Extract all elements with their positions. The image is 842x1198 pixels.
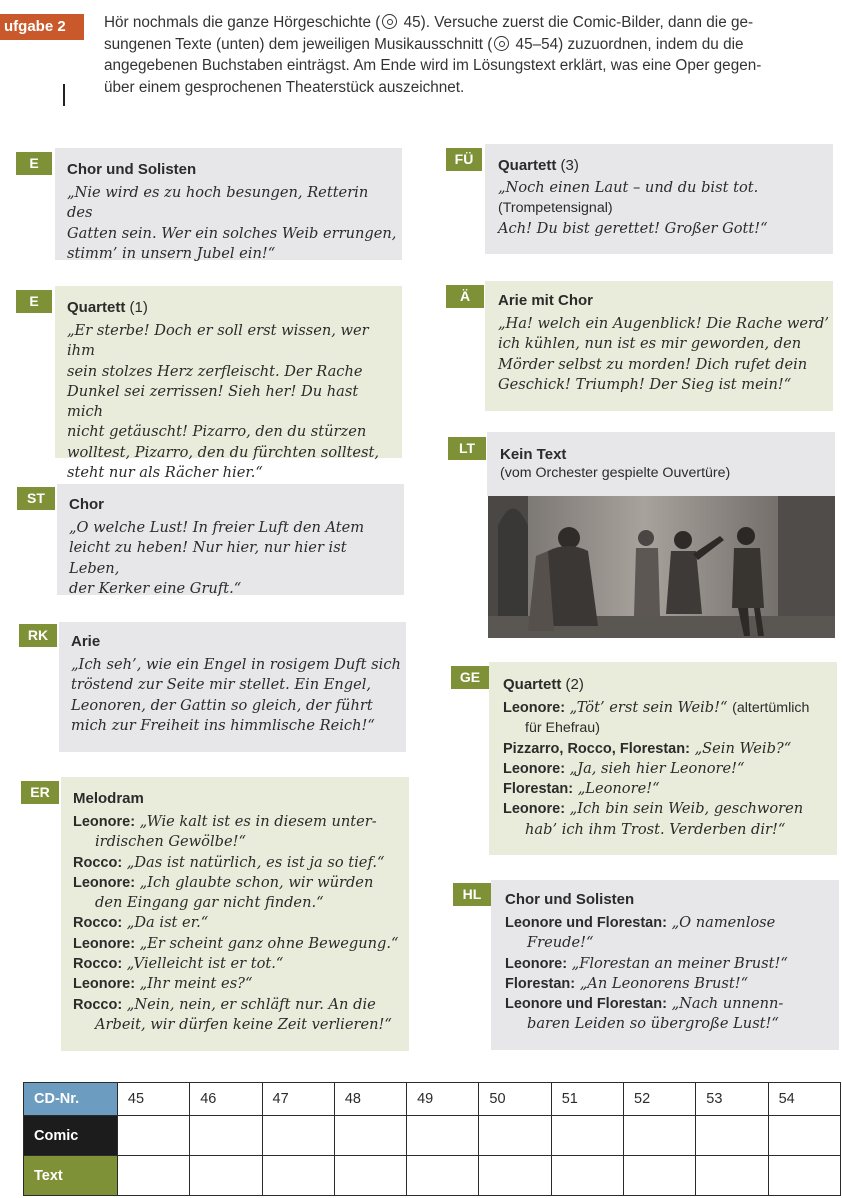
comic-answer-cell[interactable] xyxy=(696,1116,768,1156)
card-text xyxy=(498,314,830,395)
dialog-line xyxy=(73,913,407,933)
card-ge-content xyxy=(503,676,833,840)
card-text xyxy=(67,183,397,264)
dialog-line xyxy=(503,799,833,819)
row-text xyxy=(24,1156,841,1196)
cd-number: 50 xyxy=(479,1083,551,1116)
task-line-3: angegebenen Buchstaben einträgst. Am Ende wird im Lösungstext erklärt, was eine Oper gegen- xyxy=(104,57,762,74)
dialog-text: „Ihr meint es?“ xyxy=(139,975,253,993)
tag-ge: GE xyxy=(451,666,489,689)
card-title: Arie xyxy=(71,633,101,650)
dialog-text: „Da ist er.“ xyxy=(126,914,209,932)
dialog-line xyxy=(503,759,833,779)
task-line-4: über einem gesprochenen Theaterstück auszeichnet. xyxy=(104,78,465,96)
dialog-line xyxy=(73,934,407,954)
speaker: Leonore: xyxy=(503,700,566,716)
verse-line: Mörder selbst zu morden! Dich rufet dein xyxy=(498,355,808,373)
dialog-text: „Ich glaubte schon, wir würden xyxy=(139,873,374,891)
comic-answer-cell[interactable] xyxy=(262,1116,334,1156)
verse-line: tröstend zur Seite mir stellet. Ein Engel, xyxy=(71,676,372,694)
card-title xyxy=(498,157,828,174)
dialog-line xyxy=(505,913,837,933)
tag-st: ST xyxy=(17,487,55,510)
cd-number: 47 xyxy=(262,1083,334,1116)
cd-icon xyxy=(382,14,397,29)
card-title-number: (2) xyxy=(565,676,584,693)
text-answer-cell[interactable] xyxy=(262,1156,334,1196)
card-dialog xyxy=(503,698,833,840)
verse-line: „O welche Lust! In freier Luft den Atem xyxy=(69,519,365,536)
speaker: Florestan: xyxy=(505,975,576,992)
verse-line: leicht zu heben! Nur hier, nur hier ist Leben, xyxy=(69,539,347,577)
comic-answer-cell[interactable] xyxy=(551,1116,623,1156)
tag-lt: LT xyxy=(448,437,486,460)
comic-answer-cell[interactable] xyxy=(190,1116,262,1156)
dialog-text: „Leonore!“ xyxy=(577,780,660,798)
tag-ae: Ä xyxy=(446,285,484,308)
task-line-1b: 45). Versuche zuerst die Comic-Bilder, dann die ge- xyxy=(399,14,754,31)
speaker: Leonore: xyxy=(73,976,136,993)
speaker: Pizzarro, Rocco, Florestan: xyxy=(503,740,690,757)
dialog-line xyxy=(505,954,837,974)
card-dialog xyxy=(73,812,407,1035)
tag-e: E xyxy=(16,290,52,313)
cd-number: 48 xyxy=(334,1083,406,1116)
speaker: Leonore und Florestan: xyxy=(505,915,667,931)
card-e1-content xyxy=(67,161,397,264)
header-text: Text xyxy=(24,1156,118,1196)
card-title-number: (1) xyxy=(129,299,148,316)
card-er-content xyxy=(73,790,407,1035)
cd-number: 54 xyxy=(768,1083,840,1116)
header-comic: Comic xyxy=(24,1116,118,1156)
dialog-text: „Sein Weib?“ xyxy=(694,739,792,757)
tag-hl: HL xyxy=(453,883,491,906)
dialog-line xyxy=(73,812,407,832)
verse-line: sein stolzes Herz zerfleischt. Der Rache xyxy=(67,362,363,380)
verse-line: Gatten sein. Wer ein solches Weib errungen, xyxy=(67,224,397,242)
task-label: ufgabe 2 xyxy=(0,14,84,40)
dialog-text: „O namenlose xyxy=(671,914,776,931)
dialog-text: „Er scheint ganz ohne Bewegung.“ xyxy=(139,934,399,952)
task-line-2a: sungenen Texte (unten) dem jeweiligen Musikausschnitt ( xyxy=(104,35,493,53)
card-text xyxy=(71,655,401,736)
card-title: Kein Text xyxy=(500,446,567,463)
card-subtitle: (vom Orchester gespielte Ouvertüre) xyxy=(500,465,731,481)
footnote: (altertümlich xyxy=(732,700,810,716)
verse-line: Ach! Du bist gerettet! Großer Gott!“ xyxy=(498,219,768,237)
verse-line: Dunkel sei zerrissen! Sieh her! Du hast mich xyxy=(67,382,359,421)
verse-line: „Noch einen Laut – und du bist tot. xyxy=(498,179,759,196)
speaker: Rocco: xyxy=(73,915,123,932)
dialog-text: „Vielleicht ist er tot.“ xyxy=(126,955,284,973)
verse-line: Geschick! Triumph! Der Sieg ist mein!“ xyxy=(498,375,792,393)
card-e2-content xyxy=(67,299,397,483)
comic-answer-cell[interactable] xyxy=(768,1116,840,1156)
text-answer-cell[interactable] xyxy=(117,1156,189,1196)
dialog-continuation: hab’ ich ihm Trost. Verderben dir!“ xyxy=(525,820,786,838)
text-answer-cell[interactable] xyxy=(768,1156,840,1196)
dialog-text: „Ja, sieh hier Leonore!“ xyxy=(569,759,745,777)
card-lt-content xyxy=(500,446,830,483)
speaker: Rocco: xyxy=(73,854,123,871)
card-text xyxy=(67,321,397,483)
card-title: Chor und Solisten xyxy=(67,161,197,178)
speaker: Rocco: xyxy=(73,956,123,973)
speaker: Rocco: xyxy=(73,996,123,1013)
card-title xyxy=(67,299,397,316)
dialog-text: „Florestan an meiner Brust!“ xyxy=(571,954,788,972)
margin-mark xyxy=(63,84,65,106)
verse-line: „Ha! welch ein Augenblick! Die Rache werd’ xyxy=(498,315,829,332)
dialog-text: „Ich bin sein Weib, geschworen xyxy=(569,800,804,818)
tag-rk: RK xyxy=(19,624,57,647)
verse-line: wolltest, Pizarro, den du fürchten solltest, xyxy=(67,443,380,461)
opera-scene-illustration xyxy=(488,496,835,638)
engraving-image xyxy=(488,496,835,638)
card-title: Melodram xyxy=(73,790,144,807)
dialog-line xyxy=(73,974,407,994)
comic-answer-cell[interactable] xyxy=(479,1116,551,1156)
dialog-line xyxy=(73,853,407,873)
comic-answer-cell[interactable] xyxy=(117,1116,189,1156)
dialog-line xyxy=(73,873,407,893)
cd-number: 46 xyxy=(190,1083,262,1116)
card-rk-content xyxy=(71,633,401,736)
card-title-text: Quartett xyxy=(503,676,562,693)
card-title-number: (3) xyxy=(560,157,579,174)
cd-number: 49 xyxy=(407,1083,479,1116)
dialog-text: „Wie kalt ist es in diesem unter- xyxy=(139,813,377,830)
card-title: Arie mit Chor xyxy=(498,292,594,309)
comic-answer-cell[interactable] xyxy=(334,1116,406,1156)
text-answer-cell[interactable] xyxy=(696,1156,768,1196)
card-title-text: Quartett xyxy=(67,299,126,316)
speaker: Leonore: xyxy=(73,814,136,830)
task-instructions xyxy=(104,12,824,98)
tag-er: ER xyxy=(21,781,59,804)
card-dialog xyxy=(505,913,837,1035)
header-cd-nr: CD-Nr. xyxy=(24,1083,118,1116)
verse-line: ich kühlen, nun ist es mir geworden, den xyxy=(498,335,802,353)
text-answer-cell[interactable] xyxy=(624,1156,696,1196)
speaker: Florestan: xyxy=(503,781,574,798)
answer-table xyxy=(23,1082,841,1196)
speaker: Leonore: xyxy=(73,935,136,952)
card-title: Chor und Solisten xyxy=(505,891,635,908)
card-ae-content xyxy=(498,292,830,395)
dialog-line xyxy=(503,739,833,759)
dialog-line xyxy=(73,995,407,1015)
card-st-content xyxy=(69,496,399,599)
dialog-line xyxy=(503,698,833,718)
verse-line: stimm’ in unsern Jubel ein!“ xyxy=(67,244,276,262)
text-answer-cell[interactable] xyxy=(407,1156,479,1196)
speaker: Leonore: xyxy=(73,874,136,891)
verse-line: steht nur als Rächer hier.“ xyxy=(67,464,263,482)
stage-direction: (Trompetensignal) xyxy=(498,200,613,217)
dialog-text: „Nein, nein, er schläft nur. An die xyxy=(126,995,376,1013)
card-fu-content xyxy=(498,157,828,239)
card-title-text: Quartett xyxy=(498,157,557,174)
cd-number: 45 xyxy=(117,1083,189,1116)
dialog-text: „Nach unnenn- xyxy=(671,995,784,1013)
text-answer-cell[interactable] xyxy=(190,1156,262,1196)
row-comic xyxy=(24,1116,841,1156)
comic-answer-cell[interactable] xyxy=(624,1116,696,1156)
verse-line: „Ich seh’, wie ein Engel in rosigem Duft sich xyxy=(71,656,401,673)
tag-e: E xyxy=(16,152,52,175)
dialog-continuation: Arbeit, wir dürfen keine Zeit verlieren!“ xyxy=(95,1015,392,1033)
tag-fu: FÜ xyxy=(446,148,482,171)
dialog-line xyxy=(505,974,837,994)
cd-icon xyxy=(494,36,509,51)
dialog-continuation: baren Leiden so übergroße Lust!“ xyxy=(527,1015,779,1033)
footnote-continuation: für Ehefrau) xyxy=(525,720,600,737)
verse-line: nicht getäuscht! Pizarro, den du stürzen xyxy=(67,423,367,441)
speaker: Leonore: xyxy=(505,955,568,972)
dialog-text: „Töt’ erst sein Weib!“ xyxy=(569,699,728,716)
cd-number: 53 xyxy=(696,1083,768,1116)
dialog-continuation: den Eingang gar nicht finden.“ xyxy=(95,894,324,912)
task-line-2b: 45–54) zuzuordnen, indem du die xyxy=(511,35,744,53)
dialog-line xyxy=(503,779,833,799)
verse-line: „Er sterbe! Doch er soll erst wissen, wer ihm xyxy=(67,322,369,360)
text-answer-cell[interactable] xyxy=(479,1156,551,1196)
speaker: Leonore: xyxy=(503,801,566,818)
dialog-continuation: irdischen Gewölbe!“ xyxy=(95,833,246,851)
cd-number: 52 xyxy=(624,1083,696,1116)
speaker: Leonore und Florestan: xyxy=(505,996,667,1013)
verse-line: Leonoren, der Gattin so gleich, der führt xyxy=(71,696,373,714)
card-hl-content xyxy=(505,891,837,1035)
verse-line: „Nie wird es zu hoch besungen, Retterin des xyxy=(67,184,369,222)
text-answer-cell[interactable] xyxy=(334,1156,406,1196)
card-text xyxy=(498,178,828,239)
task-line-1a: Hör nochmals die ganze Hörgeschichte ( xyxy=(104,14,381,31)
dialog-text: „Das ist natürlich, es ist ja so tief.“ xyxy=(126,853,385,871)
cd-number: 51 xyxy=(551,1083,623,1116)
text-answer-cell[interactable] xyxy=(551,1156,623,1196)
dialog-line xyxy=(505,994,837,1014)
card-title: Chor xyxy=(69,496,104,513)
dialog-text: „An Leonorens Brust!“ xyxy=(579,974,749,992)
card-text xyxy=(69,518,399,599)
speaker: Leonore: xyxy=(503,760,566,777)
card-title xyxy=(503,676,833,693)
row-cd-numbers xyxy=(24,1083,841,1116)
verse-line: mich zur Freiheit ins himmlische Reich!“ xyxy=(71,716,375,734)
dialog-line xyxy=(73,954,407,974)
dialog-continuation: Freude!“ xyxy=(527,934,594,952)
comic-answer-cell[interactable] xyxy=(407,1116,479,1156)
verse-line: der Kerker eine Gruft.“ xyxy=(69,579,242,597)
